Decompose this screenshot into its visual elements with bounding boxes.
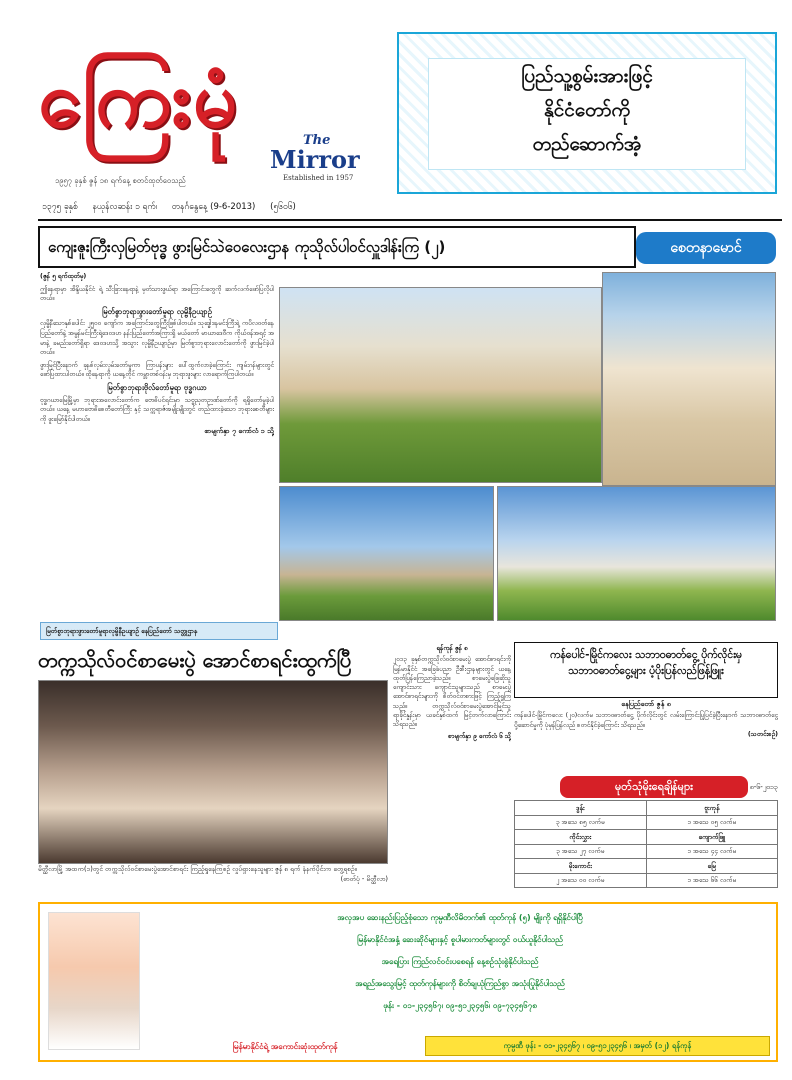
photo-exam-crowd bbox=[38, 680, 388, 864]
ad-line-5: ဖုန်း - ၀၁-၂၃၄၅၆၇၊ ၀၉-၅၁၂၃၄၅၆၊ ၀၉-၇၃၄၅၆၇၈ bbox=[383, 1001, 537, 1010]
ad-tagline: မြန်မာနိုင်ငံရဲ့ အကောင်းဆုံးထုတ်ကုန် bbox=[232, 1042, 338, 1051]
author-badge: စေတနာမောင် bbox=[636, 232, 776, 264]
feature-continue-link[interactable]: စာမျက်နှာ ၇ ကော်လံ ၁ သို့ bbox=[204, 427, 274, 436]
pipeline-byline: နေပြည်တော် ဇွန် ၈ bbox=[621, 700, 671, 708]
photo-lumbini-garden bbox=[279, 287, 602, 483]
feature-subhead-2: မြတ်စွာဘုရားဗိုလ်တော်မူရာ ဗုဒ္ဓဂယာ bbox=[107, 382, 207, 392]
feature-para-2: ဖွားမြင်ပြီးနောက် ခုနစ်လှမ်းလှမ်းတော်မူကာ ကြာပန်းများ ပေါ်ထွက်လာခဲ့ကြောင်း ကျမ်းဂန်များတွင် ဖော်ပြထားပါတယ်။ ထိုနေရာကို ယနေ့တိုင် ကမ္ဘာတစ်ဝန်းမှ ဘုရားဖူးများ လာရောက်ကြပါတယ်။ bbox=[40, 361, 274, 379]
pipeline-source: (သတင်းစဉ်) bbox=[747, 730, 778, 738]
feature-para-3: ဗုဒ္ဓဂယာမြေမြို့မှာ ဘုရားအလောင်းတော်က ဗောဓိပင်ရင်းမှာ သဗ္ဗညုတဉာဏ်တော်ကို ရရှိတော်မူခဲ့ပါတယ်။ ယနေ့ မဟာဗောဓိစေတီတော်ကြီး နှင့် သက္ကရာဇ်အမျိုးမျိုးတွင် တည်ထားခဲ့သော ဘုရားစေတီများကို ဖူးမြော်နိုင်ပါတယ်။ bbox=[40, 396, 274, 423]
exam-dateline: ရန်ကုန် ဇွန် ၈ bbox=[436, 645, 468, 652]
ad-line-1: အလှအပ ဆေးနည်းပြည့်စုံသော ကုမ္ပဏီလိမိတက်၏ ထုတ်ကုန် (၅) မျိုးကို ရရှိနိုင်ပါပြီ bbox=[337, 913, 583, 922]
continued-note: (ဇွန် ၅ ရက်ထုတ်မှ) bbox=[40, 273, 87, 280]
rainfall-cell: ၃ အသေ ၂၇ လက်မ bbox=[515, 844, 647, 859]
masthead-title: ကြေးမုံ bbox=[38, 55, 240, 145]
rainfall-cell: ကျောက်ဖြူ bbox=[646, 830, 777, 845]
feature-caption: မြတ်စွာဘုရားဖွားတော်မူရာလုမ္ဗိနီဥယျာဉ် နေပြည်တော် သတ္တုဌာန bbox=[40, 622, 278, 640]
exam-continue-link[interactable]: စာမျက်နှာ ၉ ကော်လံ ၆ သို့ bbox=[448, 732, 511, 740]
rainfall-cell: ၁ အသေ ၆၆ လက်မ bbox=[646, 873, 777, 888]
mirror-wordmark: Mirror bbox=[270, 145, 360, 174]
mirror-the-word: The bbox=[303, 133, 331, 148]
rainfall-cell: ဒွန်း bbox=[515, 801, 647, 816]
rainfall-cell: ကိုင်းလွှား bbox=[515, 830, 647, 845]
exam-caption-text: မိတ္ထီလာမြို့ အထက(၁)တွင် တက္ကသိုလ်ဝင်စာမေးပွဲအောင်စာရင်း ကြည့်ရှုနေကြစဉ် လှုပ်ရှားနေသူများ ဇွန် ၈ ရက် နံနက်ပိုင်းက တွေ့ရစဉ်။ bbox=[38, 865, 357, 873]
rainfall-table bbox=[514, 800, 778, 888]
table-row bbox=[515, 815, 778, 830]
ad-line-4: အရည်အသွေးမြင့် ထုတ်ကုန်များကို စိတ်ချယုံကြည်စွာ အသုံးပြုနိုင်ပါသည် bbox=[355, 979, 565, 988]
photo-brick-wall bbox=[497, 486, 776, 621]
rainfall-cell: မြေ bbox=[646, 859, 777, 874]
date-weekday: တနင်္ဂနွေနေ့ (9-6-2013) bbox=[171, 202, 256, 212]
promo-line-2: နိုင်ငံတော်ကို bbox=[543, 99, 631, 121]
feature-body bbox=[40, 272, 274, 622]
table-row bbox=[515, 844, 778, 859]
exam-headline: တက္ကသိုလ်ဝင်စာမေးပွဲ အောင်စာရင်းထွက်ပြီ bbox=[38, 648, 352, 672]
pipeline-body-text: ကန်ပေါင်-မြိုင်ကလေး (၂၀)လက်မ သဘာဝဓာတ်ငွေ့ ပိုက်လိုင်းတွင် လမ်းကြောင်းပြုပြင်ခဲ့ပြီးနောက် သဘာဝဓာတ်ငွေ့ ပို့ဆောင်မှုကို ပုံမှန်ပြန်လည် စတင်နိုင်ခဲ့ကြောင်း သိရသည်။ bbox=[514, 712, 778, 729]
date-era: ၁၃၇၅ ခုနှစ် bbox=[42, 202, 78, 212]
exam-photo-credit: (ဓာတ်ပုံ - မိတ္ထီလာ) bbox=[340, 875, 388, 883]
pipeline-headline: ကန်ပေါင်-မြိုင်ကလေး သဘာဝဓာတ်ငွေ့ ပိုက်လိုင်းမှ သဘာဝဓာတ်ငွေ့များ ပံ့ပိုးပြန်လည်ဖြန့်ဖြူး bbox=[514, 642, 778, 698]
photo-stone-pedestals bbox=[602, 272, 776, 486]
photo-stupa-landscape bbox=[279, 486, 494, 621]
ad-line-2: မြန်မာနိုင်ငံအနှံ့ ဆေးဆိုင်များနှင့် စူပါမားကတ်များတွင် ဝယ်ယူနိုင်ပါသည် bbox=[357, 935, 563, 944]
table-row bbox=[515, 830, 778, 845]
table-row bbox=[515, 859, 778, 874]
established-label: Established in 1957 bbox=[283, 174, 354, 182]
feature-para-1: လုမ္ဗိနီသောနှစ်ပေါင်း ၂၅၀၀ ကျော်က အကြောင်းတွေကြီးဖြစ်ပါတယ်။ သုဒ္ဓေါဒနမင်းကြီးရဲ့ ကပိလဝတ်နေပြည်တော်နဲ့ အမွန်မင်းကြီးရဲ့ဒေဝဒဟ နန်းပြည်တော်အကြားရှိ မယ်တော် မာယာဒေဝီက ကိုယ်ဝန်အရင့် အမာနဲ့ ခမည်းတော်ရှိရာ ဒေဝဒဟသို့ အသွား လုမ္ဗိနီဥယျာဉ်မှာ မြတ်စွာဘုရားလောင်းတော်ကို ဖွားမြင်ခဲ့ပါတယ်။ bbox=[40, 320, 274, 357]
ad-line-3: အရေပြား ကြည်လင်ဝင်းပစေရန် နေ့စဉ်သုံးစွဲနိုင်ပါသည် bbox=[381, 957, 539, 966]
rainfall-cell: ၁ အသေ ၄၄ လက်မ bbox=[646, 844, 777, 859]
exam-photo-caption bbox=[38, 864, 388, 886]
table-row bbox=[515, 873, 778, 888]
masthead-tagline: ၁၉၅၇ ခုနှစ် ဇွန် ၁၈ ရက်နေ့ စတင်ထုတ်ဝေသည် bbox=[55, 176, 186, 185]
rainfall-header: မုတ်သုံမိုးရေချိန်များ bbox=[560, 776, 748, 798]
rainfall-cell: ၃ အသေ ၈၅ လက်မ bbox=[515, 815, 647, 830]
rainfall-cell: ၂ အသေ ၀၀ လက်မ bbox=[515, 873, 647, 888]
header-divider bbox=[38, 219, 782, 221]
exam-body-text: ၂၀၁၃ ခုနှစ်တက္ကသိုလ်ဝင်စာမေးပွဲ အောင်စာရင်းကို မြန်မာနိုင်ငံ အခြေခံပညာ ဦးစီးဌာနများတွင် ယနေ့ ထုတ်ပြန်ကြေညာခဲ့သည်။ စာမေးပွဲဖြေဆိုသူ ကျောင်းသား ကျောင်းသူများသည် စာမေးပွဲ အောင်စာရင်းများကို စိတ်ဝင်တစားဖြင့် ကြည့်ရှုကြသည်။ တက္ကသိုလ်ဝင်စာမေးပွဲအောင်မြင်သူ ရာခိုင်နှုန်းမှာ ယခင်နှစ်ထက် မြင့်တက်လာကြောင်း သိရသည်။ bbox=[393, 656, 511, 729]
rainfall-cell: မိုးကောင်း bbox=[515, 859, 647, 874]
feature-subhead-1: မြတ်စွာဘုရားဖွားတော်မူရာ လုမ္ဗိနီဥယျာဉ် bbox=[102, 306, 212, 316]
pipeline-body bbox=[514, 700, 778, 776]
feature-intro: ဤနေရာမှာ အိန္ဒိယနိုင်ငံ ရဲ့ သီးခြားနေရာနဲ့ မှတ်သားဖွယ်ရာ အကြောင်းတွေကို ဆက်လက်ဖော်ပြလိုပါတယ်။ bbox=[40, 285, 274, 303]
exam-body bbox=[393, 644, 511, 894]
rainfall-cell: ဗူးကုန် bbox=[646, 801, 777, 816]
ad-model-photo bbox=[48, 912, 140, 1050]
issue-number: (၅၆၀၆) bbox=[270, 202, 296, 212]
dateline bbox=[42, 202, 782, 218]
rainfall-date: ၈-၆-၂၀၁၃ bbox=[749, 783, 778, 791]
promo-line-1: ပြည်သူ့စွမ်းအားဖြင့် bbox=[521, 65, 653, 87]
rainfall-cell: ၁ အသေ ၀၅ လက်မ bbox=[646, 815, 777, 830]
feature-headline: ကျေးဇူးကြီးလှမြတ်ဗုဒ္ဓ ဖွားမြင်သဲဝေလေးဌာန ကုသိုလ်ပါဝင်လှူဒါန်းကြ (၂) bbox=[38, 226, 636, 268]
date-lunar: နယုန်လဆန်း ၁ ရက်၊ bbox=[92, 202, 158, 212]
promo-slogan bbox=[428, 58, 746, 170]
table-row bbox=[515, 801, 778, 816]
promo-line-3: တည်ဆောက်အံ့ bbox=[532, 133, 642, 155]
ad-contact-banner: ကုမ္ပဏီ ဖုန်း - ၀၁-၂၃၄၅၆၇ ၊ ၀၉-၅၁၂၃၄၅၆ ၊ အမှတ် (၁၂) ရန်ကုန် bbox=[425, 1036, 770, 1056]
